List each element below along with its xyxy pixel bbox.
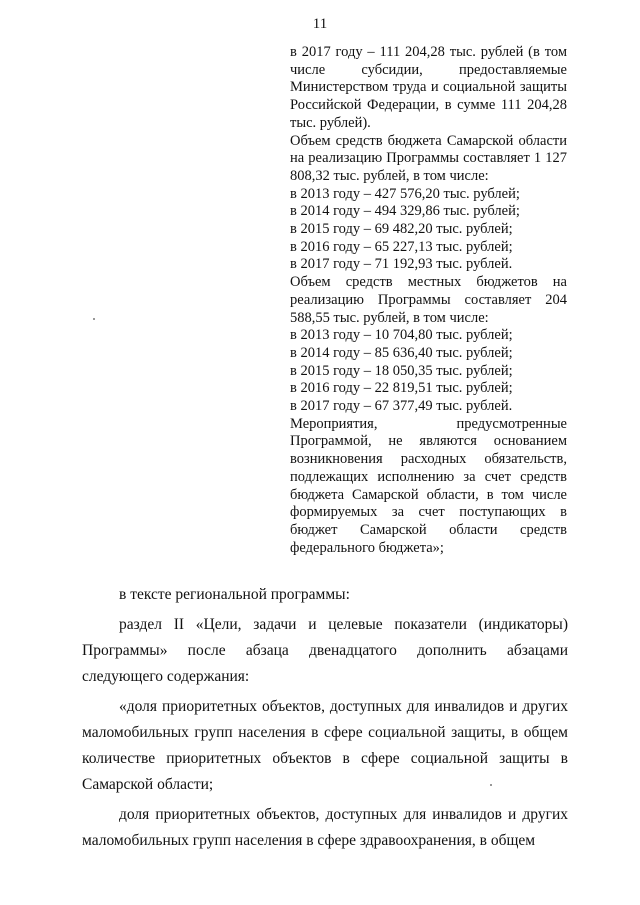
- obligations-note: Мероприятия, предусмотренные Программой, не являются основанием возникновения расходных обязательств, подлежащих исполнению за счет средств бюджета Самарской области, в том числе формируемых за счет поступающих в бюджет Самарской области средств федерального бюджета»;: [290, 415, 567, 556]
- local-budget-intro: Объем средств местных бюджетов на реализацию Программы составляет 204 588,55 тыс. рублей, в том числе:: [290, 274, 567, 326]
- paragraph-section-ii: раздел II «Цели, задачи и целевые показатели (индикаторы) Программы» после абзаца двенадцатого дополнить абзацами следующего содержания:: [82, 616, 568, 685]
- regional-year-2016: в 2016 году – 65 227,13 тыс. рублей;: [290, 238, 513, 255]
- paragraph-healthcare: доля приоритетных объектов, доступных для инвалидов и других маломобильных групп населения в сфере здравоохранения, в общем: [82, 806, 568, 849]
- program-passport-column: [290, 44, 567, 557]
- local-budget-years: [290, 327, 567, 416]
- regional-year-2014: в 2014 году – 494 329,86 тыс. рублей;: [290, 203, 520, 220]
- regional-year-2017: в 2017 году – 71 192,93 тыс. рублей.: [290, 256, 513, 273]
- funding-2017-federal: в 2017 году – 111 204,28 тыс. рублей (в том числе субсидии, предоставляемые Министерством труда и социальной защиты Российской Федерации, в сумме 111 204,28 тыс. рублей).: [290, 44, 567, 131]
- regional-budget-years: [290, 186, 567, 275]
- local-year-2016: в 2016 году – 22 819,51 тыс. рублей;: [290, 380, 513, 397]
- scan-speck: [93, 318, 95, 320]
- regional-year-2015: в 2015 году – 69 482,20 тыс. рублей;: [290, 221, 513, 238]
- main-text: [82, 582, 568, 854]
- local-year-2017: в 2017 году – 67 377,49 тыс. рублей.: [290, 398, 513, 415]
- paragraph-social-protection: «доля приоритетных объектов, доступных для инвалидов и других маломобильных групп населения в сфере социальной защиты, в общем количестве приоритетных объектов в сфере социальной защиты в Самарской области;: [82, 698, 568, 793]
- page-number: 11: [312, 16, 328, 32]
- paragraph-intro: в тексте региональной программы:: [119, 586, 350, 603]
- local-year-2015: в 2015 году – 18 050,35 тыс. рублей;: [290, 362, 513, 379]
- local-year-2014: в 2014 году – 85 636,40 тыс. рублей;: [290, 344, 513, 361]
- regional-year-2013: в 2013 году – 427 576,20 тыс. рублей;: [290, 185, 520, 202]
- scan-speck: [490, 784, 492, 786]
- regional-budget-intro: Объем средств бюджета Самарской области на реализацию Программы составляет 1 127 808,32 тыс. рублей, в том числе:: [290, 132, 567, 184]
- local-year-2013: в 2013 году – 10 704,80 тыс. рублей;: [290, 327, 513, 344]
